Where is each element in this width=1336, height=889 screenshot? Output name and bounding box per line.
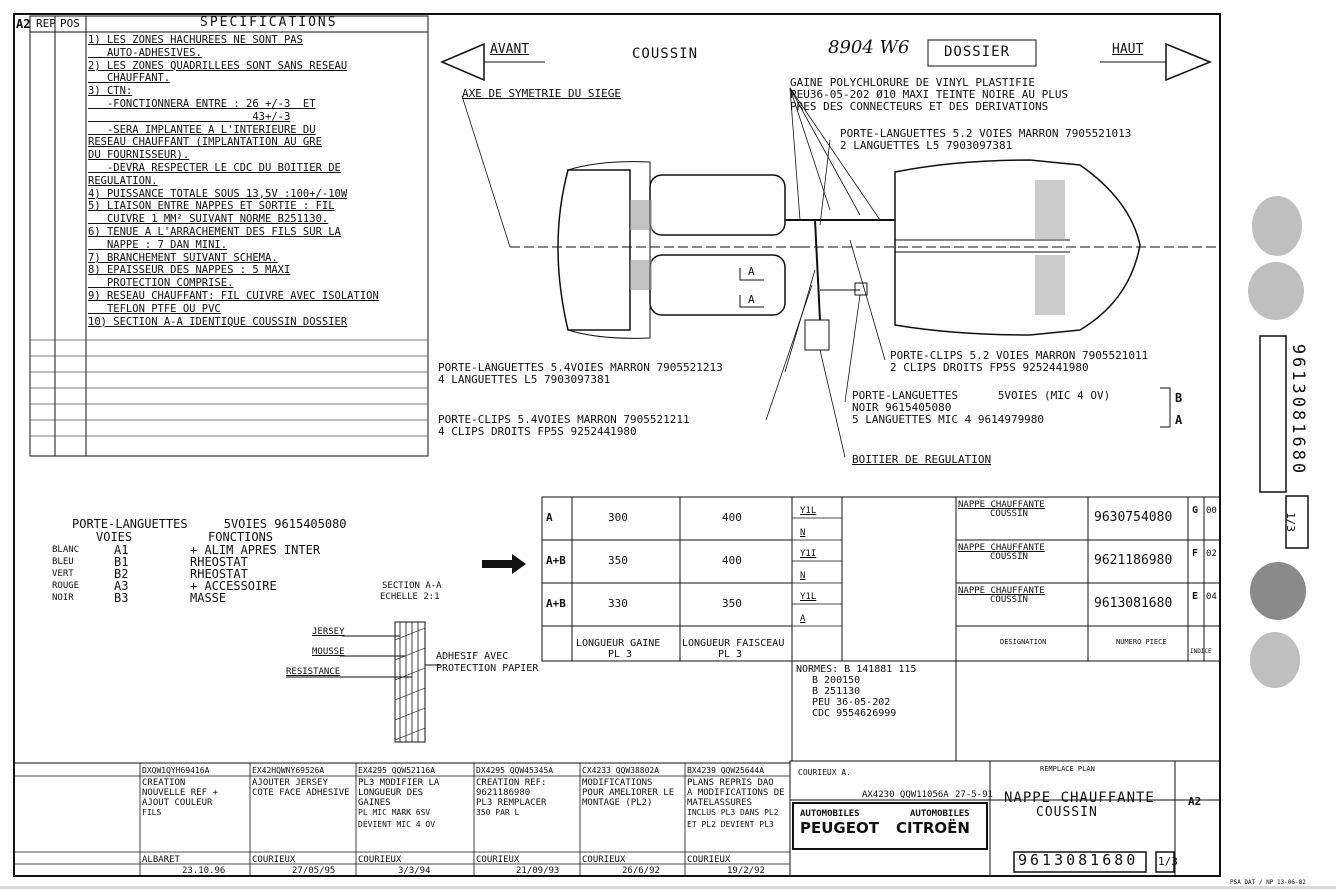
part-number: 9621186980	[1094, 553, 1173, 568]
part-letter: F	[1192, 548, 1199, 559]
side-code: N	[800, 570, 806, 581]
connector-fonction: + ACCESSOIRE	[190, 579, 277, 593]
length-faisceau: 350	[722, 597, 742, 610]
citroen-logo: CITROËN	[896, 819, 970, 837]
revision-code: BX4239 QQW25644A	[687, 766, 765, 775]
revision-line: PL3 MODIFIER LA	[358, 778, 440, 788]
spec-line: PROTECTION COMPRISE.	[88, 277, 234, 290]
revision-code: EX4295 QQW52116A	[358, 766, 436, 775]
porte-lang-5-2-line-2: 2 LANGUETTES L5 7903097381	[840, 139, 1013, 152]
connector-fonction: + ALIM APRES INTER	[190, 543, 321, 557]
designation-line-1: NAPPE CHAUFFANTE	[1004, 790, 1155, 806]
part-index: 00	[1206, 506, 1217, 516]
revision-line: A MODIFICATIONS DE	[687, 788, 785, 798]
length-faisceau: 400	[722, 554, 742, 567]
coussin-title: COUSSIN	[632, 46, 699, 62]
part-name: NAPPE CHAUFFANTE	[958, 543, 1045, 553]
revision-line: PL3 REMPLACER	[476, 798, 547, 808]
section-marker-a: A	[748, 293, 755, 306]
head-gaine: LONGUEUR GAINE	[576, 638, 661, 649]
revision-line: 350 PAR L	[476, 808, 520, 817]
connector-fonction: MASSE	[190, 591, 227, 605]
parts-numero-header: NUMERO PIECE	[1116, 638, 1167, 646]
spec-line: 2) LES ZONES QUADRILLEES SONT SANS RESEAU	[88, 59, 348, 72]
revision-line: PLANS REPRIS DAO	[687, 778, 774, 788]
connector-color: ROUGE	[52, 581, 80, 591]
spec-line: 4) PUISSANCE TOTALE SOUS 13,5V :100+/-10W	[88, 187, 348, 200]
connector-col-fonctions: FONCTIONS	[208, 530, 274, 544]
norm-line: B 251130	[812, 686, 861, 697]
norm-line: CDC 9554626999	[812, 708, 897, 719]
length-ref: A+B	[546, 554, 566, 567]
vertical-sheet: 1/3	[1283, 512, 1297, 532]
porte-clips-5-4-line-2: 4 CLIPS DROITS FP5S 9252441980	[438, 425, 637, 438]
norm-line: NORMES: B 141881 115	[796, 664, 917, 675]
revision-code: EX42HQWNY69526A	[252, 766, 325, 775]
spec-line: 5) LIAISON ENTRE NAPPES ET SORTIE : FIL	[88, 200, 335, 213]
revision-who: COURIEUX	[476, 855, 520, 865]
part-name: NAPPE CHAUFFANTE	[958, 586, 1045, 596]
side-code: A	[800, 613, 806, 624]
spec-line: CUIVRE 1 MM² SUIVANT NORME B251130.	[88, 213, 329, 226]
head-faisceau: LONGUEUR FAISCEAU	[682, 638, 785, 649]
connector-voie: B3	[114, 591, 129, 605]
spec-line: 10) SECTION A-A IDENTIQUE COUSSIN DOSSIER	[88, 315, 348, 328]
title-author: COURIEUX A.	[798, 768, 851, 777]
revision-who: COURIEUX	[582, 855, 626, 865]
spec-line: 9) RESEAU CHAUFFANT: FIL CUIVRE AVEC ISOLATION	[88, 290, 379, 302]
porte-clips-5-4-line-1: PORTE-CLIPS 5.4VOIES MARRON 7905521211	[438, 413, 690, 426]
porte-lang-5-4-line-1: PORTE-LANGUETTES 5.4VOIES MARRON 7905521213	[438, 361, 723, 374]
porte-lang-5-4-line-2: 4 LANGUETTES L5 7903097381	[438, 373, 611, 386]
porte-lang-5voies-line-3: 5 LANGUETTES MIC 4 9614979980	[852, 413, 1045, 426]
length-faisceau: 400	[722, 511, 742, 524]
spec-line: 43+/-3	[88, 110, 291, 123]
bracket-a-label: A	[1175, 413, 1183, 427]
title-sheet: 1/3	[1158, 855, 1178, 868]
revision-line: LONGUEUR DES	[358, 788, 424, 798]
spec-line: CHAUFFANT.	[88, 72, 171, 85]
brand-right: AUTOMOBILES	[910, 809, 970, 819]
binder-hole	[1250, 562, 1306, 620]
part-name-sub: COUSSIN	[990, 552, 1028, 562]
part-letter: G	[1192, 505, 1199, 516]
side-code: Y1L	[800, 592, 817, 602]
connector-fonction: RHEOSTAT	[190, 567, 248, 581]
side-code: Y1I	[800, 549, 817, 559]
side-code: Y1L	[800, 506, 817, 516]
spec-line: 6) TENUE A L'ARRACHEMENT DES FILS SUR LA	[88, 226, 341, 238]
connector-color: NOIR	[52, 593, 74, 603]
part-number: 9613081680	[1094, 596, 1173, 611]
spec-line: AUTO-ADHESIVES.	[88, 46, 202, 59]
repere-header: REP	[36, 17, 56, 30]
revision-date: 26/6/92	[622, 866, 660, 876]
spec-line: NAPPE : 7 DAN MINI.	[88, 238, 228, 251]
revision-who: COURIEUX	[252, 855, 296, 865]
boitier-label: BOITIER DE REGULATION	[852, 453, 992, 466]
revision-line: GAINES	[358, 798, 391, 808]
revision-line: MATELASSURES	[687, 798, 753, 808]
revision-line: FILS	[142, 808, 162, 817]
revision-line: COTE FACE ADHESIVE	[252, 788, 350, 798]
spec-line: 3) CTN:	[88, 85, 133, 98]
axe-symetrie-label: AXE DE SYMETRIE DU SIEGE	[462, 87, 621, 100]
title-format: A2	[1188, 795, 1202, 808]
part-number: 9630754080	[1094, 510, 1173, 525]
connector-color: VERT	[52, 569, 74, 579]
section-title: SECTION A-A	[382, 581, 442, 591]
specifications-title: SPECIFICATIONS	[200, 15, 338, 30]
mousse-label: MOUSSE	[312, 647, 345, 657]
gaine-line-2: PEU36-05-202 Ø10 MAXI TEINTE NOIRE AU PLUS	[790, 88, 1069, 101]
vertical-part-number: 9613081680	[1288, 343, 1308, 477]
porte-lang-5-2-line-1: PORTE-LANGUETTES 5.2 VOIES MARRON 7905521013	[840, 127, 1132, 140]
revision-who: ALBARET	[142, 855, 180, 865]
binder-hole	[1252, 196, 1302, 256]
revision-line: CREATION REF:	[476, 778, 547, 788]
connector-fonction: RHEOSTAT	[190, 555, 248, 569]
remplace-plan: REMPLACE PLAN	[1040, 765, 1095, 773]
jersey-label: JERSEY	[312, 627, 345, 637]
spec-line: RESEAU CHAUFFANT (IMPLANTATION AU GRE	[88, 136, 322, 149]
head-faisceau-sub: PL 3	[718, 649, 743, 660]
part-name: NAPPE CHAUFFANTE	[958, 500, 1045, 510]
spec-line: 7) BRANCHEMENT SUIVANT SCHEMA.	[88, 251, 278, 264]
resistance-label: RESISTANCE	[286, 667, 341, 677]
handwritten-code: 8904 W6	[828, 37, 910, 58]
revision-line: MODIFICATIONS	[582, 778, 653, 788]
connector-voie: B2	[114, 567, 129, 581]
connector-voie: A1	[114, 543, 129, 557]
title-code: AX4230 QQW11056A	[862, 790, 949, 800]
peugeot-logo: PEUGEOT	[800, 819, 879, 837]
part-index: 04	[1206, 592, 1217, 602]
parts-indice-header: INDICE	[1190, 648, 1212, 655]
revision-line: PL MIC MARK 6SV DEVIENT MIC 4 OV	[358, 808, 436, 829]
revision-line: 9621186980	[476, 788, 531, 798]
length-ref: A+B	[546, 597, 566, 610]
gaine-line-1: GAINE POLYCHLORURE DE VINYL PLASTIFIE	[790, 76, 1036, 89]
connector-title: PORTE-LANGUETTES 5VOIES 9615405080	[72, 517, 347, 531]
norm-line: PEU 36-05-202	[812, 697, 891, 708]
dossier-title: DOSSIER	[944, 44, 1011, 60]
revision-line: MONTAGE (PL2)	[582, 798, 653, 808]
adhesif-label-2: PROTECTION PAPIER	[436, 663, 539, 674]
spec-line: DU FOURNISSEUR).	[88, 149, 190, 162]
parts-designation-header: DESIGNATION	[1000, 638, 1047, 646]
revision-date: 19/2/92	[727, 866, 765, 876]
porte-lang-5voies-line-1: PORTE-LANGUETTES 5VOIES (MIC 4 OV)	[852, 389, 1111, 402]
section-scale: ECHELLE 2:1	[380, 592, 440, 602]
revision-date: 23.10.96	[182, 866, 226, 876]
revision-code: DXQW1QYH69416A	[142, 766, 210, 775]
length-gaine: 350	[608, 554, 628, 567]
part-name-sub: COUSSIN	[990, 509, 1028, 519]
connector-voie: A3	[114, 579, 129, 593]
position-header: POS	[60, 17, 80, 30]
part-name-sub: COUSSIN	[990, 595, 1028, 605]
sheet-format: A2	[16, 17, 31, 31]
footer-ref: PSA DAT / NP 13-06-82	[1230, 879, 1306, 886]
connector-color: BLEU	[52, 557, 74, 567]
adhesif-label-1: ADHESIF AVEC	[436, 651, 509, 662]
spec-line: -DEVRA RESPECTER LE CDC DU BOITIER DE	[88, 162, 341, 174]
binder-hole	[1250, 632, 1300, 688]
connector-voie: B1	[114, 555, 129, 569]
spec-line: 1) LES ZONES HACHUREES NE SONT PAS	[88, 34, 303, 46]
designation-line-2: COUSSIN	[1036, 805, 1098, 820]
bracket-b-label: B	[1175, 391, 1183, 405]
porte-lang-5voies-line-2: NOIR 9615405080	[852, 401, 952, 414]
revision-who: COURIEUX	[358, 855, 402, 865]
spec-line: TEFLON PTFE OU PVC	[88, 302, 221, 315]
revision-line: NOUVELLE REF +	[142, 788, 218, 798]
title-date: 27-5-91	[955, 790, 993, 800]
porte-clips-5-2-line-2: 2 CLIPS DROITS FP5S 9252441980	[890, 361, 1089, 374]
revision-line: AJOUTER JERSEY	[252, 778, 328, 788]
spec-line: -SERA IMPLANTEE A L'INTERIEURE DU	[88, 123, 316, 136]
gaine-line-3: PRES DES CONNECTEURS ET DES DERIVATIONS	[790, 100, 1049, 113]
revision-line: INCLUS PL3 DANS PL2 ET PL2 DEVIENT PL3	[687, 808, 779, 829]
revision-code: CX4233 QQW38802A	[582, 766, 660, 775]
revision-date: 21/09/93	[516, 866, 560, 876]
avant-label: AVANT	[490, 42, 530, 57]
revision-date: 27/05/95	[292, 866, 336, 876]
brand-left: AUTOMOBILES	[800, 809, 860, 819]
norm-line: B 200150	[812, 675, 861, 686]
connector-col-voies: VOIES	[96, 530, 133, 544]
part-letter: E	[1192, 591, 1199, 602]
head-gaine-sub: PL 3	[608, 649, 633, 660]
length-gaine: 300	[608, 511, 628, 524]
section-marker-a: A	[748, 265, 755, 278]
revision-who: COURIEUX	[687, 855, 731, 865]
revision-line: AJOUT COULEUR	[142, 798, 213, 808]
revision-code: DX4295 QQW45345A	[476, 766, 554, 775]
side-code: N	[800, 527, 806, 538]
spec-line: 8) EPAISSEUR DES NAPPES : 5 MAXI	[88, 264, 291, 277]
length-ref: A	[546, 511, 553, 524]
haut-label: HAUT	[1112, 42, 1144, 57]
spec-line: -FONCTIONNERA ENTRE : 26 +/-3 ET	[88, 98, 316, 110]
spec-line: REGULATION.	[88, 174, 158, 187]
revision-line: CREATION	[142, 778, 186, 788]
binder-hole	[1248, 262, 1304, 320]
connector-color: BLANC	[52, 545, 80, 555]
revision-date: 3/3/94	[398, 866, 431, 876]
part-index: 02	[1206, 549, 1217, 559]
title-part-number: 9613081680	[1018, 851, 1139, 869]
length-gaine: 330	[608, 597, 628, 610]
porte-clips-5-2-line-1: PORTE-CLIPS 5.2 VOIES MARRON 7905521011	[890, 349, 1149, 362]
revision-line: POUR AMELIORER LE	[582, 788, 675, 798]
